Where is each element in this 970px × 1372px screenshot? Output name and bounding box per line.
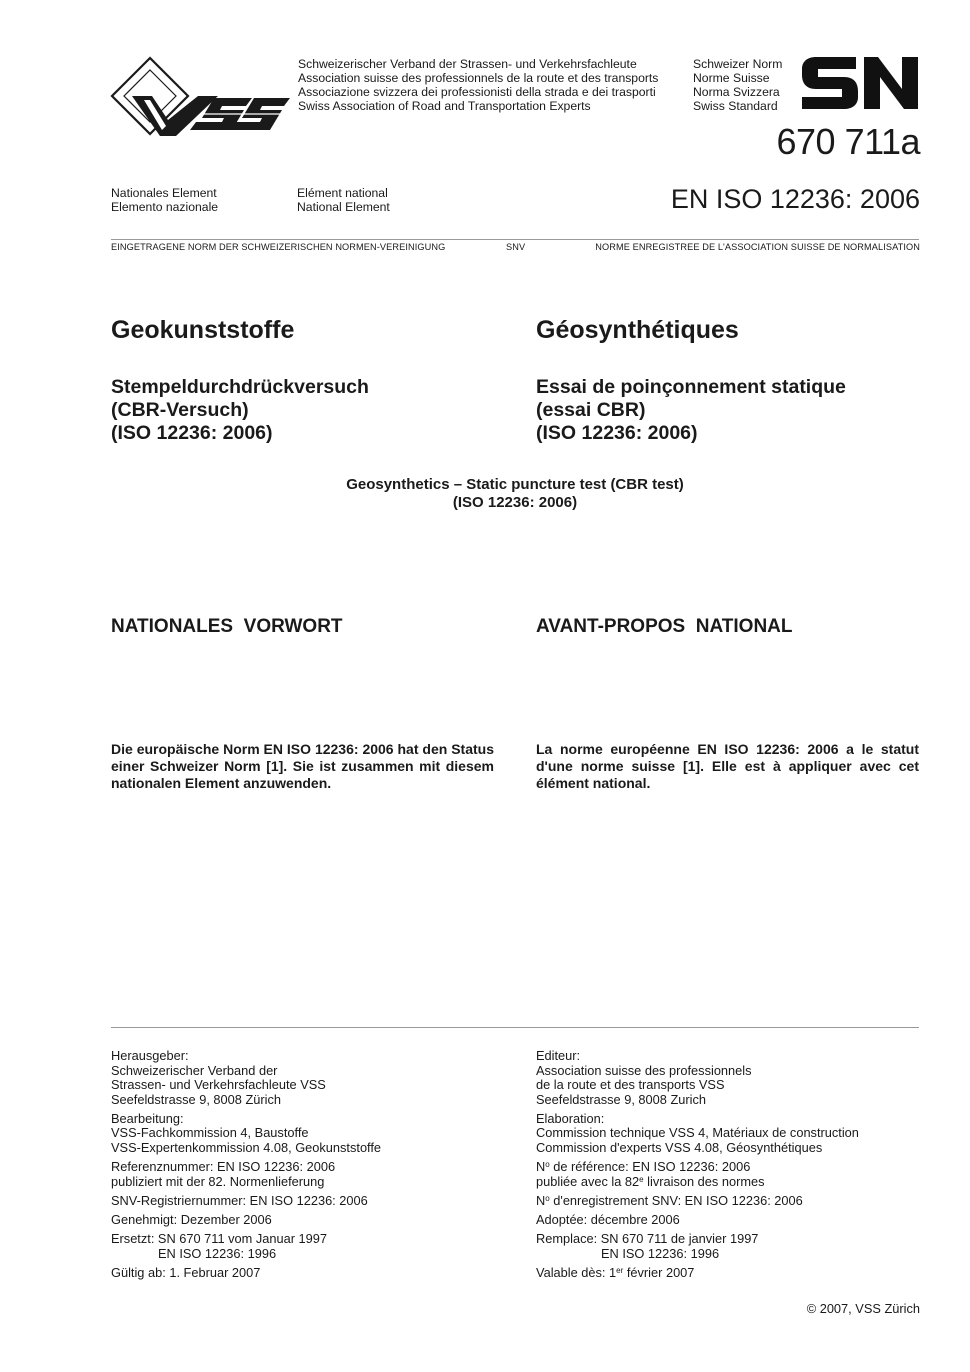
national-element-label-fr: Elément national — [297, 186, 388, 200]
publisher-address: Seefeldstrasse 9, 8008 Zürich — [111, 1091, 282, 1107]
org-name-de: Schweizerischer Verband der Strassen- und Verkehrsfachleute — [298, 57, 637, 71]
editing-line: Commission d'experts VSS 4.08, Géosynthétiques — [536, 1140, 823, 1156]
ref-text: de référence: EN ISO 12236: 2006 — [549, 1159, 751, 1175]
national-element-label-de: Nationales Element — [111, 186, 217, 200]
foreword-heading-de: NATIONALES VORWORT — [111, 616, 343, 637]
org-name-en: Swiss Association of Road and Transportation Experts — [298, 99, 591, 113]
publisher-label: Editeur: — [536, 1048, 581, 1063]
registration-text-fr: NORME ENREGISTREE DE L'ASSOCIATION SUISSE DE NORMALISATION — [595, 242, 920, 252]
standard-number: 670 711a — [776, 121, 920, 162]
standard-type-it: Norma Svizzera — [693, 85, 780, 99]
divider-bottom — [111, 1027, 919, 1028]
foreword-text-de: Die europäische Norm EN ISO 12236: 2006 hat den Status einer Schweizer Norm [1]. Sie ist zusammen mit diesem nationalen Element anzuwenden. — [111, 741, 494, 791]
approved-date-de: Genehmigt: Dezember 2006 — [111, 1211, 272, 1227]
org-name-fr: Association suisse des professionnels de la route et des transports — [298, 71, 659, 85]
reference-delivery — [536, 1175, 916, 1190]
valid-text: février 2007 — [623, 1264, 695, 1280]
foreword-heading-fr: AVANT-PROPOS NATIONAL — [536, 616, 793, 637]
national-element-de — [111, 186, 218, 214]
editing-block-fr — [536, 1112, 916, 1156]
subtitle-en-line: Geosynthetics – Static puncture test (CBR test) — [346, 476, 684, 493]
subtitle-fr-line: (essai CBR) — [536, 399, 646, 421]
ref-sup: o — [545, 1160, 550, 1170]
publisher-line: Schweizerischer Verband der — [111, 1062, 278, 1078]
replaces-line: EN ISO 12236: 1996 — [158, 1245, 277, 1261]
subtitle-de-line: (ISO 12236: 2006) — [111, 422, 273, 444]
publisher-label: Herausgeber: — [111, 1048, 189, 1063]
registration-snv: SNV — [506, 242, 526, 252]
standard-type-labels — [693, 57, 782, 113]
subtitle-fr-line: (ISO 12236: 2006) — [536, 422, 698, 444]
reference-delivery: publiziert mit der 82. Normenlieferung — [111, 1173, 325, 1189]
subtitle-fr-line: Essai de poinçonnement statique — [536, 376, 846, 398]
approved-date-fr: Adoptée: décembre 2006 — [536, 1211, 680, 1227]
publisher-line: Strassen- und Verkehrsfachleute VSS — [111, 1077, 326, 1093]
registration-number-de: SNV-Registriernummer: EN ISO 12236: 2006 — [111, 1192, 368, 1208]
editing-block-de — [111, 1112, 491, 1156]
editing-line: Commission technique VSS 4, Matériaux de construction — [536, 1125, 859, 1141]
reference-number — [536, 1160, 916, 1175]
replaces-line: EN ISO 12236: 1996 — [601, 1245, 720, 1261]
subtitle-de-line: (CBR-Versuch) — [111, 399, 249, 421]
reference-number: Referenznummer: EN ISO 12236: 2006 — [111, 1159, 336, 1175]
reg-sup: o — [545, 1193, 550, 1203]
org-name-it: Associazione svizzera dei professionisti della strada e dei trasporti — [298, 85, 656, 99]
reference-block-fr — [536, 1160, 916, 1189]
subtitle-en — [111, 476, 919, 512]
reg-text: d'enregistrement SNV: EN ISO 12236: 2006 — [549, 1192, 803, 1208]
replaces-block-fr — [536, 1232, 916, 1261]
reg-prefix: N — [536, 1192, 546, 1208]
registration-text-de: EINGETRAGENE NORM DER SCHWEIZERISCHEN NORMEN-VEREINIGUNG — [111, 242, 446, 252]
publisher-line: de la route et des transports VSS — [536, 1077, 725, 1093]
standard-type-de: Schweizer Norm — [693, 57, 783, 71]
national-element-fr — [297, 186, 390, 214]
subtitle-de — [111, 376, 369, 445]
editing-label: Bearbeitung: — [111, 1110, 184, 1126]
replaces-block-de — [111, 1232, 491, 1261]
editing-line: VSS-Fachkommission 4, Baustoffe — [111, 1125, 309, 1141]
subtitle-de-line: Stempeldurchdrückversuch — [111, 376, 369, 398]
publisher-block-de — [111, 1049, 491, 1107]
divider-top — [111, 239, 919, 240]
title-de: Geokunststoffe — [111, 316, 295, 344]
valid-from-fr — [536, 1266, 916, 1281]
valid-prefix: Valable dès: 1 — [536, 1264, 617, 1280]
delivery-sup: e — [639, 1174, 644, 1184]
sn-logo — [802, 57, 920, 109]
copyright: © 2007, VSS Zürich — [806, 1301, 920, 1316]
subtitle-fr — [536, 376, 846, 445]
imprint-de — [111, 1049, 491, 1285]
editing-label: Elaboration: — [536, 1110, 605, 1126]
imprint-fr — [536, 1049, 916, 1285]
reference-block-de — [111, 1160, 491, 1189]
valid-from-de: Gültig ab: 1. Februar 2007 — [111, 1264, 261, 1280]
organization-names — [298, 57, 658, 113]
national-element-label-it: Elemento nazionale — [111, 200, 219, 214]
delivery-prefix: publiée avec la 82 — [536, 1173, 640, 1189]
title-fr: Géosynthétiques — [536, 316, 739, 344]
national-element-label-en: National Element — [297, 200, 390, 214]
replaces-line: Ersetzt: SN 670 711 vom Januar 1997 — [111, 1231, 328, 1247]
registration-number-fr — [536, 1194, 916, 1209]
standard-type-fr: Norme Suisse — [693, 71, 770, 85]
ref-prefix: N — [536, 1159, 546, 1175]
replaces-line: Remplace: SN 670 711 de janvier 1997 — [536, 1231, 759, 1247]
en-standard-title: EN ISO 12236: 2006 — [670, 184, 920, 214]
publisher-line: Association suisse des professionnels — [536, 1062, 752, 1078]
publisher-address: Seefeldstrasse 9, 8008 Zurich — [536, 1091, 707, 1107]
valid-sup: er — [616, 1265, 624, 1275]
publisher-block-fr — [536, 1049, 916, 1107]
standard-type-en: Swiss Standard — [693, 99, 778, 113]
subtitle-en-line: (ISO 12236: 2006) — [452, 494, 578, 511]
vss-logo — [110, 56, 290, 142]
delivery-text: livraison des normes — [643, 1173, 765, 1189]
foreword-text-fr: La norme européenne EN ISO 12236: 2006 a le statut d'une norme suisse [1]. Elle est à appliquer avec cet élément national. — [536, 741, 919, 791]
editing-line: VSS-Expertenkommission 4.08, Geokunststoffe — [111, 1140, 382, 1156]
